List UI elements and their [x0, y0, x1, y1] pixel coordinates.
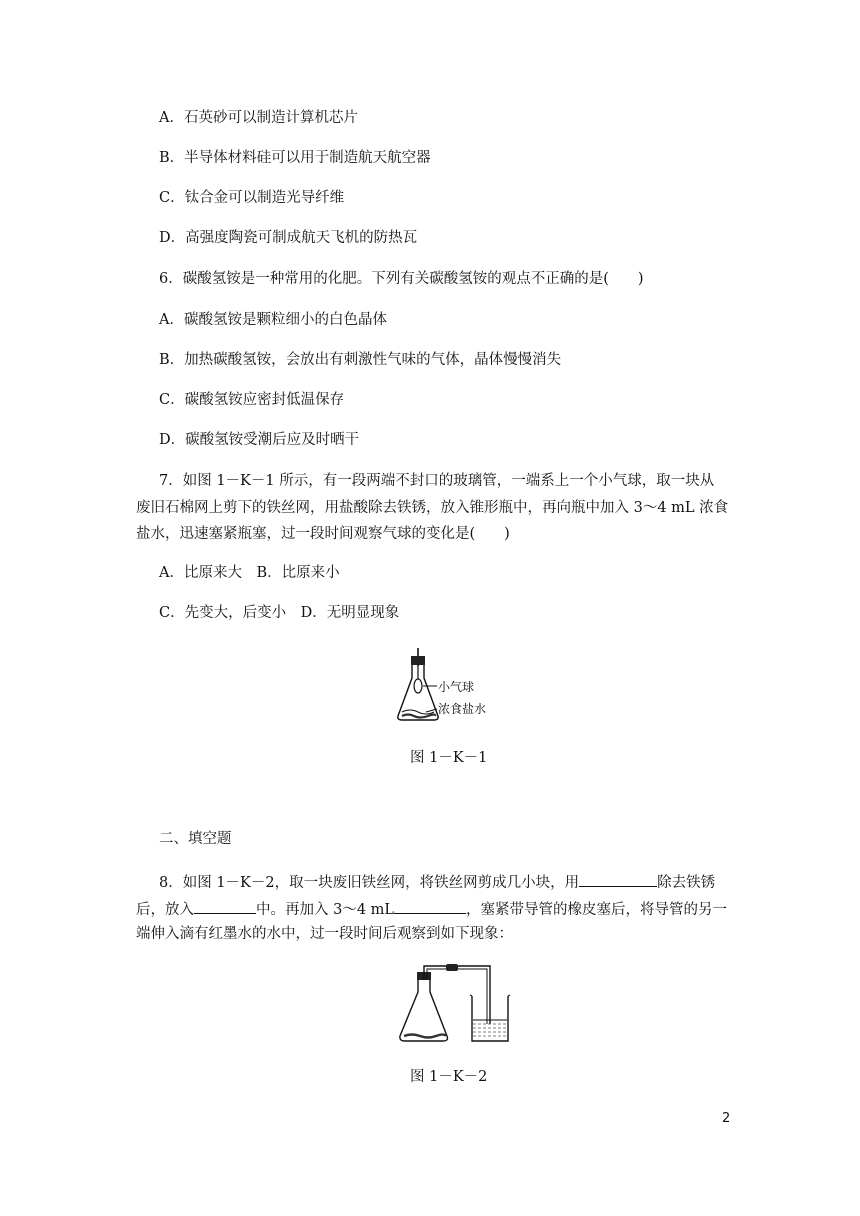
q5-option-a: A．石英砂可以制造计算机芯片 — [159, 110, 358, 126]
q6-option-a: A．碳酸氢铵是颗粒细小的白色晶体 — [159, 312, 387, 328]
q6-option-b: B．加热碳酸氢铵，会放出有刺激性气味的气体，晶体慢慢消失 — [159, 352, 562, 368]
q8-stem-line1 — [159, 870, 715, 893]
figure-1k1-flask-diagram — [388, 646, 503, 726]
balloon-shape — [414, 679, 422, 693]
figure-1k1-caption: 图 1－K－1 — [410, 750, 488, 766]
page-number: 2 — [722, 1111, 731, 1126]
q7-stem-line3: 盐水，迅速塞紧瓶塞，过一段时间观察气球的变化是( ) — [136, 526, 510, 542]
q7-stem-line1: 7．如图 1－K－1 所示，有一段两端不封口的玻璃管，一端系上一个小气球，取一块从 — [159, 473, 715, 489]
q5-option-d: D．高强度陶瓷可制成航天飞机的防热瓦 — [159, 230, 418, 246]
q8-line2-text-b: 中。再加入 3～4 mL — [256, 902, 395, 918]
q5-option-c: C．钛合金可以制造光导纤维 — [159, 190, 345, 206]
section-title: 二、填空题 — [159, 831, 232, 847]
q8-line2-text-c: ，塞紧带导管的橡皮塞后，将导管的另一 — [466, 902, 728, 918]
q8-stem-line3: 端伸入滴有红墨水的水中，过一段时间后观察到如下现象： — [136, 926, 513, 942]
q7-options-cd: C．先变大，后变小 D．无明显现象 — [159, 605, 400, 621]
figure-1k2-apparatus-diagram — [390, 962, 520, 1048]
q7-options-ab: A．比原来大 B．比原来小 — [159, 565, 340, 581]
label-balloon: 小气球 — [438, 680, 475, 694]
q6-option-c: C．碳酸氢铵应密封低温保存 — [159, 392, 345, 408]
q8-line2-text-a: 后，放入 — [136, 902, 194, 918]
q8-line1-text-b: 除去铁锈 — [657, 875, 716, 891]
label-saltwater: 浓食盐水 — [438, 702, 487, 716]
q6-stem: 6．碳酸氢铵是一种常用的化肥。下列有关碳酸氢铵的观点不正确的是( ) — [159, 271, 644, 287]
q8-blank-3[interactable] — [394, 897, 466, 914]
q8-stem-line2 — [136, 897, 727, 920]
q7-stem-line2: 废旧石棉网上剪下的铁丝网，用盐酸除去铁锈，放入锥形瓶中，再向瓶中加入 3～4 mL 浓食 — [136, 500, 729, 516]
figure-1k2-caption: 图 1－K－2 — [410, 1069, 488, 1085]
q8-line1-text-a: 8．如图 1－K－2，取一块废旧铁丝网，将铁丝网剪成几小块，用 — [159, 875, 580, 891]
q8-blank-2[interactable] — [194, 897, 256, 914]
q5-option-b: B．半导体材料硅可以用于制造航天航空器 — [159, 150, 431, 166]
q8-blank-1[interactable] — [579, 870, 657, 887]
q6-option-d: D．碳酸氢铵受潮后应及时晒干 — [159, 432, 360, 448]
